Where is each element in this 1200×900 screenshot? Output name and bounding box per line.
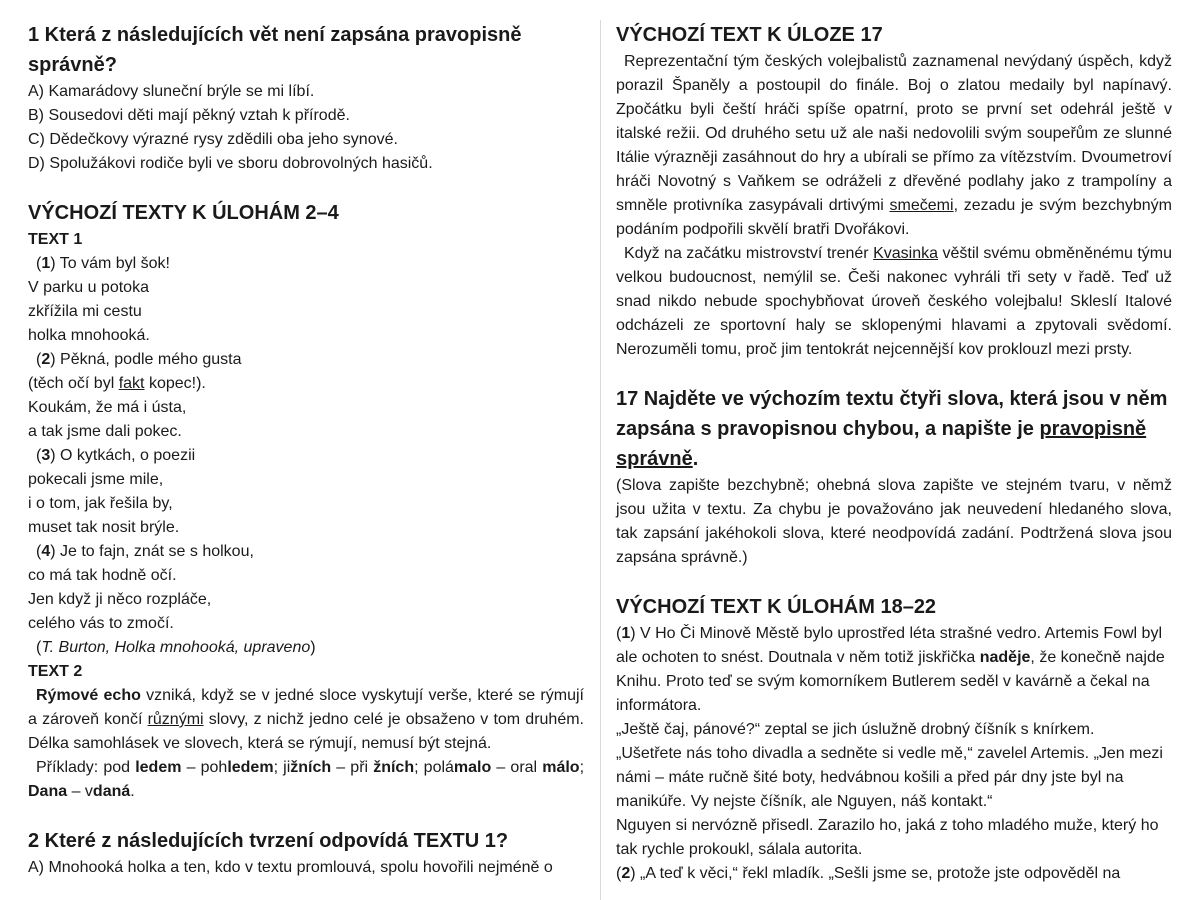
underlined-word: různými: [147, 711, 204, 728]
question-2-heading: 2 Které z následujících tvrzení odpovídá TEXTU 1?: [28, 830, 509, 852]
text-17-paragraph-1: Reprezentační tým českých volejbalistů zaznamenal nevýdaný úspěch, když porazil Španěly a postoupil do finále. Boj o zlatou medaily byl napínavý. Zpočátku byli čeští hráči spíše opatrní, proto se první set odehrál ještě v italské režii. Od druhého setu už ale naši nedovolili svým soupeřům ze slunné Itálie výrazněji zasáhnout do hry a ubírali se přímo za vítězstvím. Dvoumetroví hráči Novotný s Vaňkem se odráželi z dřevěné podlahy jako z trampolíny a smněle protivníka zasypávali drtivými smečemi, zezadu je svým bezchybným podáním podpořili skvělí bratři Dvořákovi.: [616, 53, 1172, 238]
right-column: [616, 20, 1172, 886]
text-18-22-paragraph-1: (1) V Ho Či Minově Městě bylo uprostřed léta strašné vedro. Artemis Fowl byl ale ochoten to snést. Doutnala v něm totiž jiskřička naděje, že konečně najde Knihu. Proto teď se svým komorníkem Butlerem seděl v kavárně a čekal na informátora.: [616, 625, 1165, 714]
question-2-option-a: A) Mnohooká holka a ten, kdo v textu promlouvá, spolu hovořili nejméně o: [28, 859, 553, 876]
poem-line: Pěkná, podle mého gusta: [60, 351, 242, 368]
text-2-paragraph: Rýmové echo vzniká, když se v jedné sloce vyskytují verše, které se rýmují a zároveň končí různými slovy, z nichž jedno celé je obsaženo v tom druhém. Délka samohlásek ve slovech, která se rýmují, nemusí být stejná.: [28, 687, 584, 752]
source-text-17: [616, 20, 1172, 362]
source-text-18-22-heading: VÝCHOZÍ TEXT K ÚLOHÁM 18–22: [616, 596, 937, 618]
poem-line: (těch očí byl fakt kopec!).: [28, 375, 206, 392]
stanza-number: 3: [41, 447, 51, 464]
underlined-word: smečemi: [889, 197, 954, 214]
poem-line: O kytkách, o poezii: [60, 447, 196, 464]
question-2: [28, 826, 584, 880]
poem-line: muset tak nosit brýle.: [28, 519, 180, 536]
poem-line: i o tom, jak řešila by,: [28, 495, 173, 512]
question-1: [28, 20, 584, 176]
term: Rýmové echo: [36, 687, 141, 704]
source-texts-2-4: [28, 198, 584, 804]
text-1-label: TEXT 1: [28, 231, 83, 248]
left-column: [28, 20, 584, 880]
underlined-word: Kvasinka: [873, 245, 939, 262]
poem-stanza-1: (1) To vám byl šok! V parku u potoka zkřížila mi cestu holka mnohooká.: [28, 252, 584, 348]
poem-source: (T. Burton, Holka mnohooká, upraveno): [36, 639, 316, 656]
question-17: [616, 384, 1172, 570]
question-1-heading: 1 Která z následujících vět není zapsána pravopisně správně?: [28, 24, 522, 76]
text-18-22-paragraph-3: (2) „A teď k věci,“ řekl mladík. „Sešli jsme se, protože jste odpověděl na: [616, 865, 1121, 882]
poem-line: holka mnohooká.: [28, 327, 150, 344]
question-17-heading: 17 Najděte ve výchozím textu čtyři slova, která jsou v něm zapsána s pravopisnou chybou, a napište je pravopisně správně.: [616, 388, 1168, 470]
poem-line: celého vás to zmočí.: [28, 615, 174, 632]
question-1-option-d: D) Spolužákovi rodiče byli ve sboru dobrovolných hasičů.: [28, 155, 433, 172]
source-text-18-22: [616, 592, 1172, 886]
question-1-option-a: A) Kamarádovy sluneční brýle se mi líbí.: [28, 83, 315, 100]
poem-line: Je to fajn, znát se s holkou,: [60, 543, 254, 560]
poem-line: To vám byl šok!: [59, 255, 170, 272]
poem-stanza-4: (4) Je to fajn, znát se s holkou, co má tak hodně očí. Jen když ji něco rozpláče, celého vás to zmočí.: [28, 540, 584, 636]
poem-line: Jen když ji něco rozpláče,: [28, 591, 212, 608]
text-18-22-dialogue-2: „Ušetřete nás toho divadla a sedněte si vedle mě,“ zavelel Artemis. „Jen mezi námi – máte ručně šité boty, hedvábnou košili a před pár dny jste byl na manikúře. Vy nejste číšník, ale Nguyen, náš kontakt.“: [616, 745, 1163, 810]
question-17-instructions: (Slova zapište bezchybně; ohebná slova zapište ve stejném tvaru, v němž jsou užita v textu. Za chybu je považováno jak neuvedení hledaného slova, tak zapsání jakéhokoli slova, které neodpovídá zadání. Podtržená slova jsou zapsána správně.): [616, 477, 1172, 566]
stanza-number: 2: [41, 351, 51, 368]
question-1-option-c: C) Dědečkovy výrazné rysy zdědili oba jeho synové.: [28, 131, 398, 148]
poem-line: V parku u potoka: [28, 279, 149, 296]
poem-stanza-3: (3) O kytkách, o poezii pokecali jsme mile, i o tom, jak řešila by, muset tak nosit brýle.: [28, 444, 584, 540]
column-divider: [600, 20, 601, 900]
stanza-number: 1: [41, 255, 51, 272]
text-2-examples: Příklady: pod ledem – pohledem; jižních – při žních; polámalo – oral málo; Dana – vdaná.: [28, 759, 585, 800]
text-18-22-paragraph-2: Nguyen si nervózně přisedl. Zarazilo ho, jaká z toho mladého muže, který ho tak rychle prokoukl, sálala autorita.: [616, 817, 1159, 858]
stanza-number: 4: [41, 543, 51, 560]
poem-stanza-2: (2) Pěkná, podle mého gusta (těch očí byl fakt kopec!). Koukám, že má i ústa, a tak jsme dali pokec.: [28, 348, 584, 444]
poem-line: pokecali jsme mile,: [28, 471, 164, 488]
source-text-17-heading: VÝCHOZÍ TEXT K ÚLOZE 17: [616, 24, 883, 46]
question-1-option-b: B) Sousedovi děti mají pěkný vztah k přírodě.: [28, 107, 350, 124]
text-2-label: TEXT 2: [28, 663, 83, 680]
text-17-paragraph-2: Když na začátku mistrovství trenér Kvasinka věštil svému obměněnému týmu velkou budoucnost, nemýlil se. Češi nakonec vyhráli tři sety v řadě. Teď už snad nikdo nebude spochybňovat úroveň českého volejbalu! Skleslí Italové odcházeli ze sportovní haly se sklopenými hlavami a zpytovali svědomí. Nerozuměli tomu, proč jim tentokrát nejcennější kov proklouzl mezi prsty.: [616, 245, 1173, 358]
poem-line: Koukám, že má i ústa,: [28, 399, 187, 416]
poem-line: zkřížila mi cestu: [28, 303, 142, 320]
text-18-22-dialogue-1: „Ještě čaj, pánové?“ zeptal se jich úslužně drobný číšník s knírkem.: [616, 721, 1095, 738]
poem-line: a tak jsme dali pokec.: [28, 423, 182, 440]
underlined-word: fakt: [118, 375, 145, 392]
poem-line: co má tak hodně očí.: [28, 567, 177, 584]
source-texts-2-4-heading: VÝCHOZÍ TEXTY K ÚLOHÁM 2–4: [28, 202, 339, 224]
